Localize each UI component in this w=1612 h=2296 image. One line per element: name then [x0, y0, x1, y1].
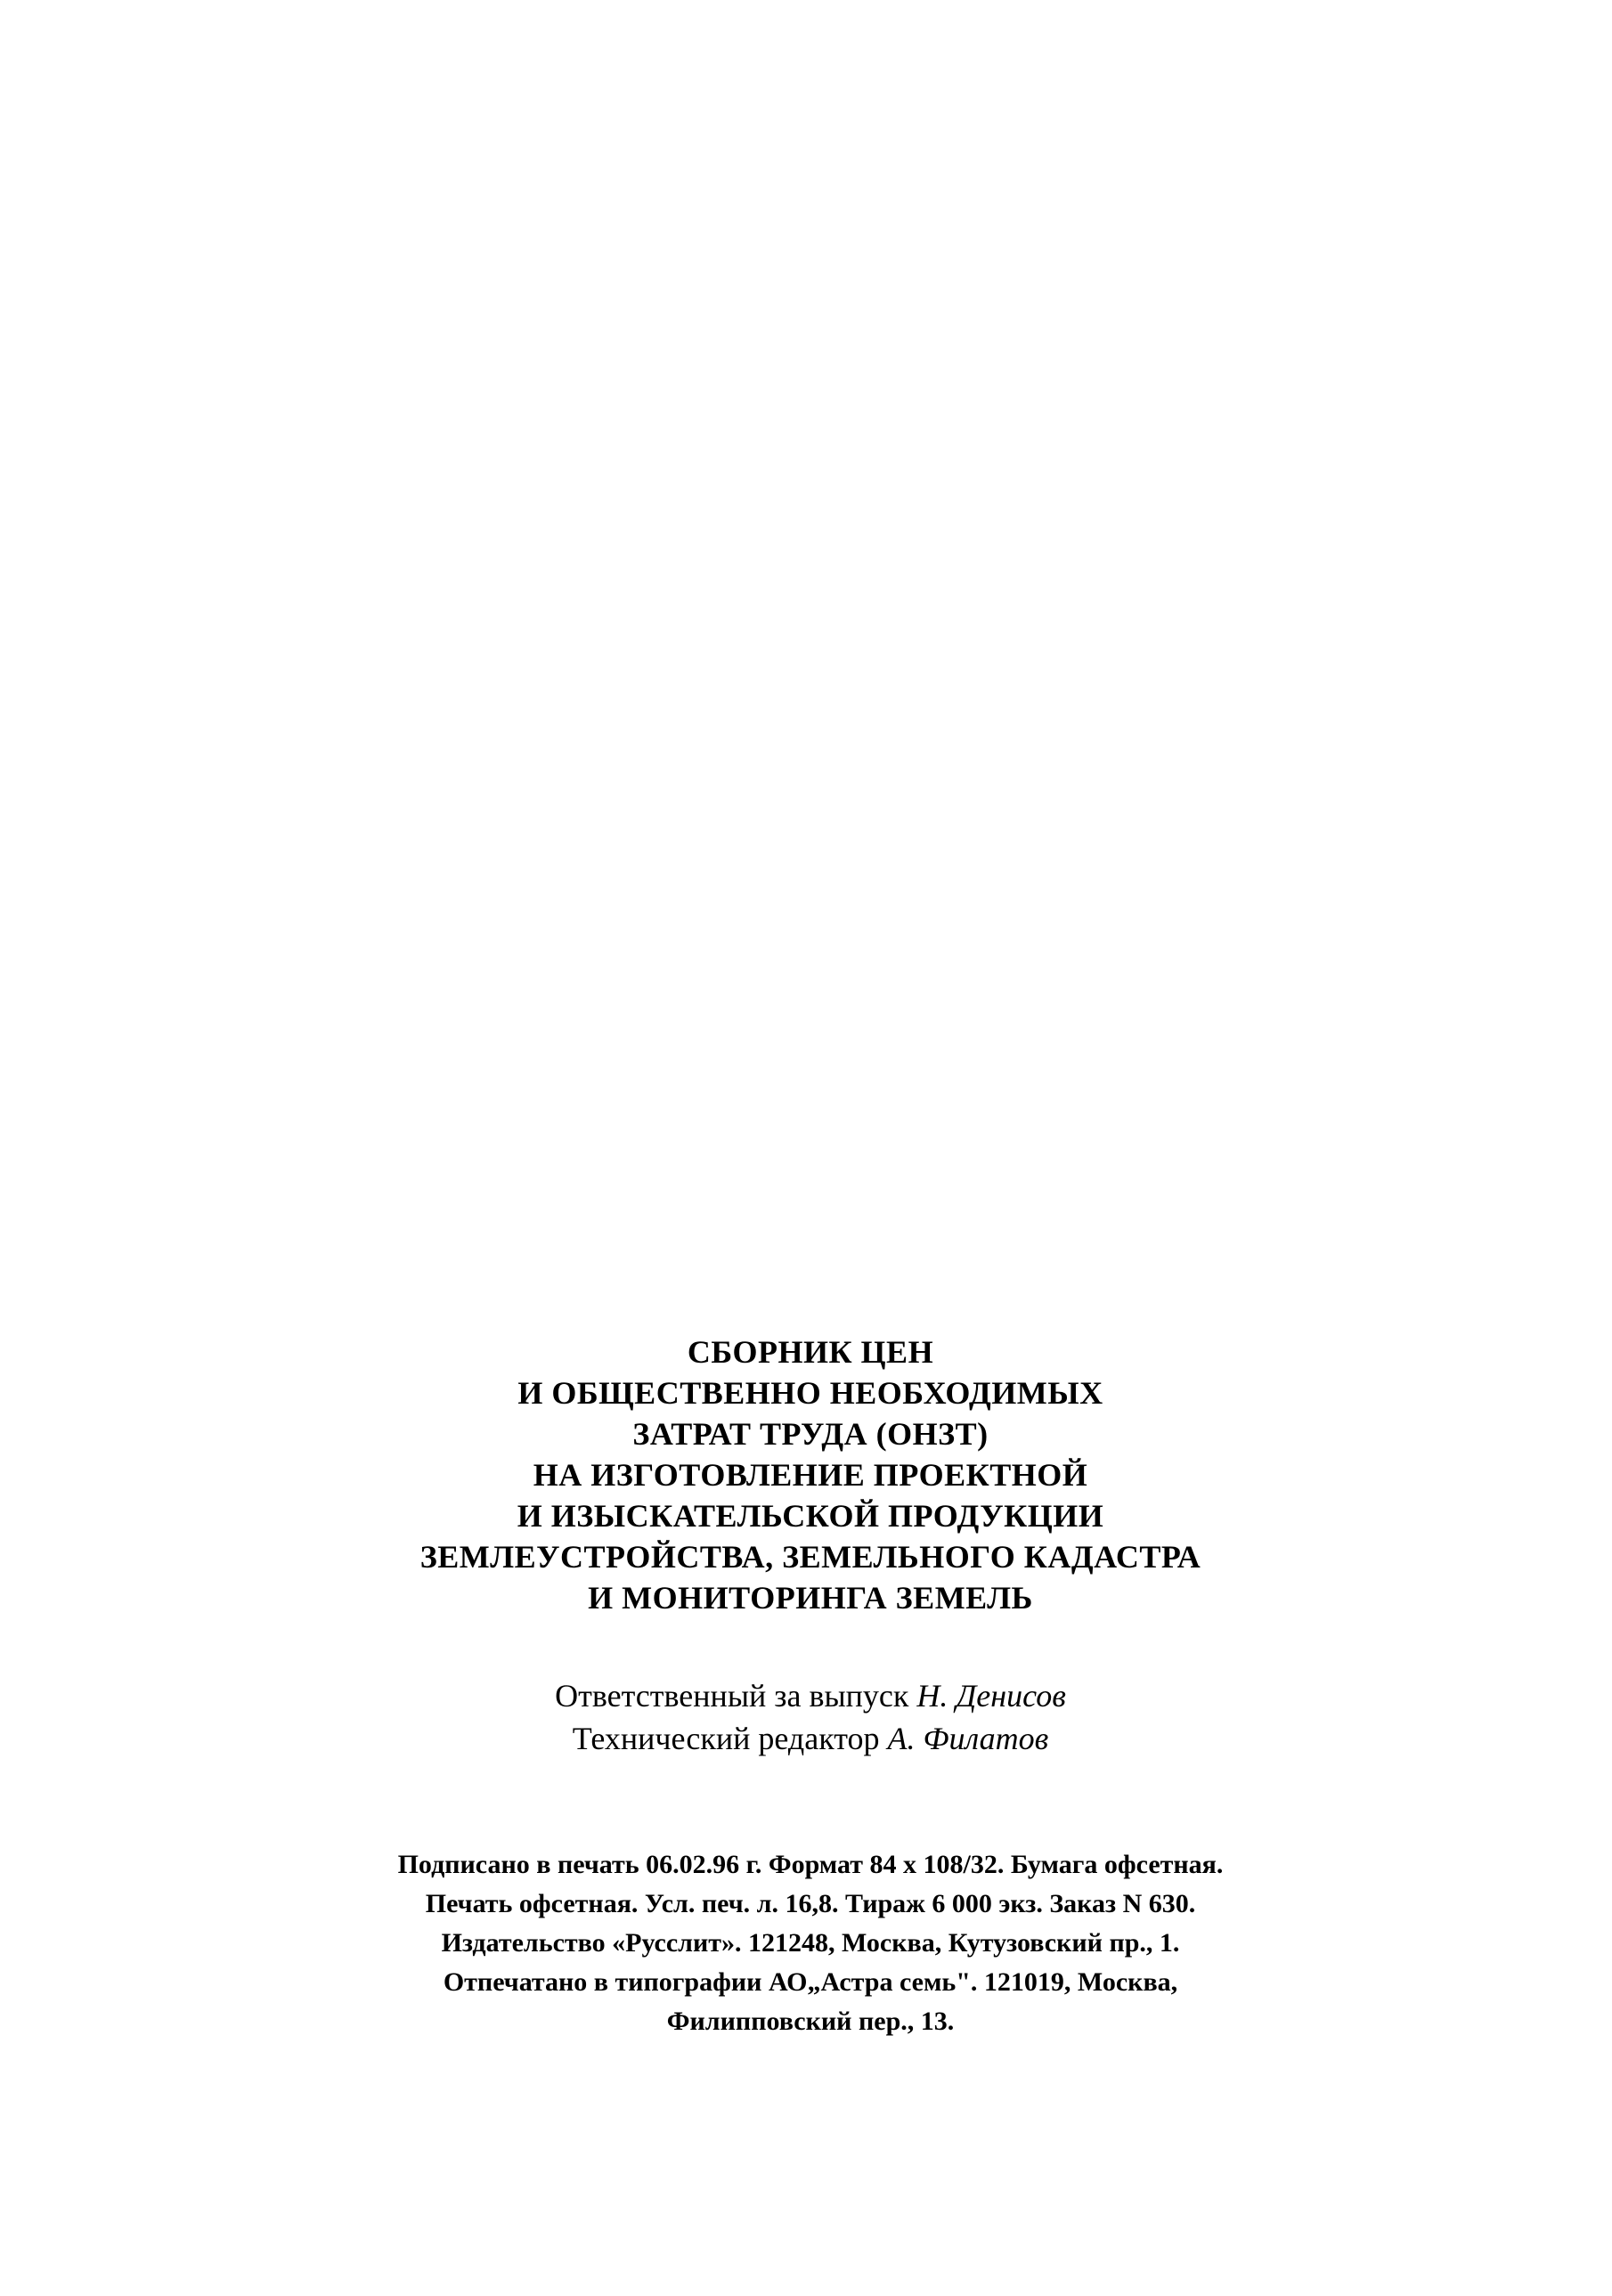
imprint-line: Филипповский пер., 13.: [666, 2007, 955, 2036]
tech-editor-label: Технический редактор: [572, 1721, 880, 1756]
responsible-name: Н. Денисов: [916, 1678, 1066, 1714]
imprint-line: Издательство «Русслит». 121248, Москва, Кутузовский пр., 1.: [441, 1928, 1180, 1958]
imprint-block: [267, 1845, 1354, 2041]
title-line: НА ИЗГОТОВЛЕНИЕ ПРОЕКТНОЙ: [533, 1457, 1088, 1493]
title-line: СБОРНИК ЦЕН: [687, 1334, 934, 1370]
responsible-label: Ответственный за выпуск: [555, 1678, 909, 1714]
title-line: ЗЕМЛЕУСТРОЙСТВА, ЗЕМЕЛЬНОГО КАДАСТРА: [419, 1539, 1201, 1575]
responsible-editor-line: [356, 1674, 1265, 1717]
tech-editor-name: А. Филатов: [887, 1721, 1049, 1756]
title-line: ЗАТРАТ ТРУДА (ОНЗТ): [632, 1416, 989, 1452]
technical-editor-line: [356, 1717, 1265, 1760]
title-line: И ОБЩЕСТВЕННО НЕОБХОДИМЫХ: [517, 1375, 1103, 1411]
imprint-line: Печать офсетная. Усл. печ. л. 16,8. Тираж 6 000 экз. Заказ N 630.: [425, 1889, 1196, 1918]
credits-block: [356, 1674, 1265, 1760]
imprint-line: Отпечатано в типографии АО„Астра семь". 121019, Москва,: [443, 1967, 1178, 1997]
title-line: И МОНИТОРИНГА ЗЕМЕЛЬ: [588, 1580, 1033, 1616]
imprint-line: Подписано в печать 06.02.96 г. Формат 84 х 108/32. Бумага офсетная.: [397, 1850, 1224, 1879]
book-title: [267, 1331, 1354, 1618]
title-line: И ИЗЫСКАТЕЛЬСКОЙ ПРОДУКЦИИ: [517, 1498, 1104, 1534]
